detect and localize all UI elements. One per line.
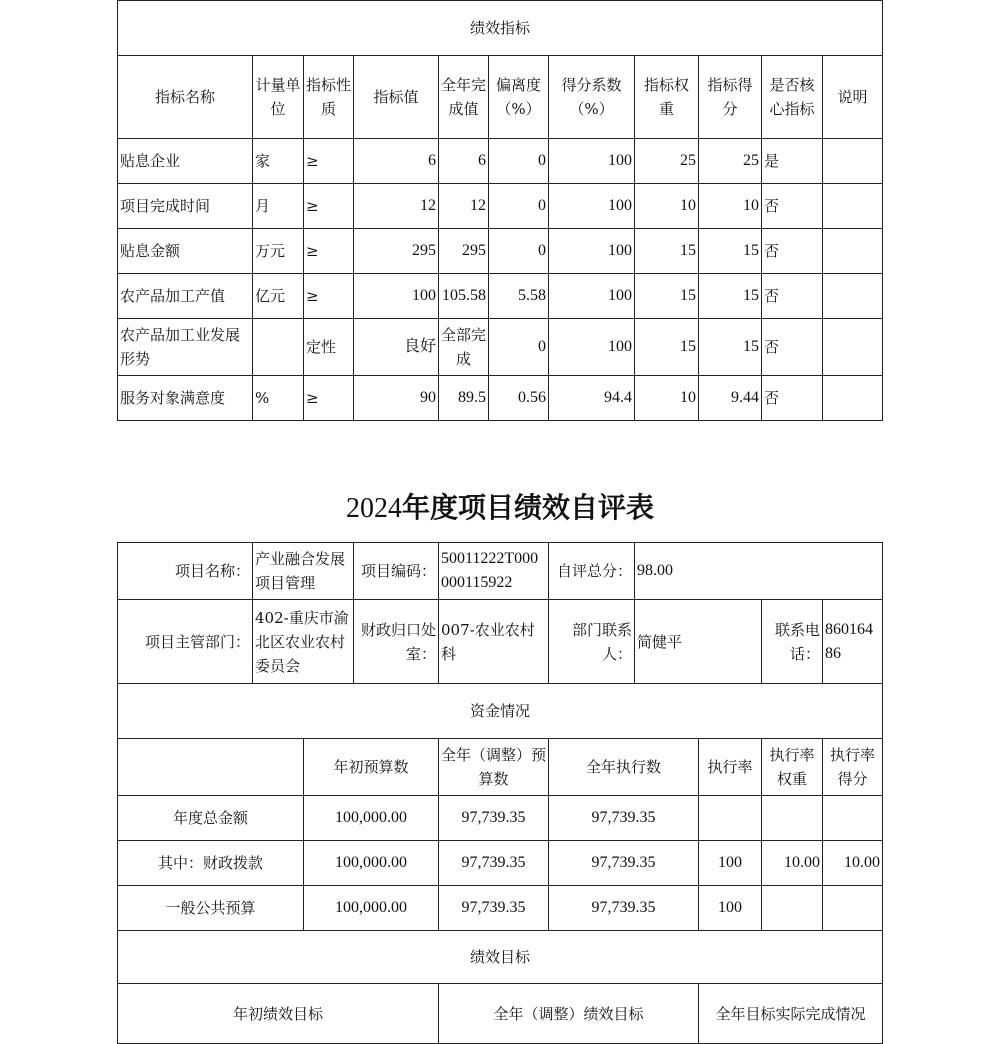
- table-cell: 100: [549, 229, 635, 274]
- table-cell: [823, 274, 883, 319]
- table-cell: 定性: [304, 319, 354, 376]
- title-text: 年度项目绩效自评表: [401, 491, 654, 524]
- table-row: [118, 319, 883, 376]
- table-cell: 90: [354, 376, 439, 421]
- table-cell: 100: [549, 274, 635, 319]
- goal-header: 全年目标实际完成情况: [699, 984, 883, 1044]
- column-header: 是否核心指标: [762, 56, 823, 139]
- table-cell: ≥: [304, 184, 354, 229]
- table-cell: 其中：财政拨款: [118, 841, 304, 886]
- column-header: 指标权重: [635, 56, 699, 139]
- office-label: 财政归口处室：: [354, 600, 439, 684]
- table-cell: 15: [699, 274, 762, 319]
- table-cell: 9.44: [699, 376, 762, 421]
- table-cell: 97,739.35: [439, 796, 549, 841]
- score-value: 98.00: [635, 543, 883, 600]
- table-cell: 100: [549, 319, 635, 376]
- column-header: 年初预算数: [304, 739, 439, 796]
- table-cell: 15: [635, 274, 699, 319]
- table-row: [118, 184, 883, 229]
- column-header: [118, 739, 304, 796]
- table-cell: 月: [253, 184, 304, 229]
- project-name: 产业融合发展项目管理: [253, 543, 354, 600]
- table-cell: 15: [635, 319, 699, 376]
- table-cell: 295: [354, 229, 439, 274]
- table-cell: 0.56: [489, 376, 549, 421]
- phone-value: 86016486: [823, 600, 883, 684]
- column-header: 偏离度（%）: [489, 56, 549, 139]
- table-cell: 全部完成: [439, 319, 489, 376]
- table-cell: 100,000.00: [304, 886, 439, 931]
- table-cell: 亿元: [253, 274, 304, 319]
- project-table: [117, 542, 883, 1044]
- table-cell: 25: [635, 139, 699, 184]
- funds-section-title: 资金情况: [118, 684, 883, 739]
- goal-header: 年初绩效目标: [118, 984, 439, 1044]
- section-title: 绩效指标: [118, 1, 883, 56]
- table-cell: 年度总金额: [118, 796, 304, 841]
- phone-label: 联系电话：: [762, 600, 823, 684]
- table-cell: 项目完成时间: [118, 184, 253, 229]
- table-cell: 10: [635, 184, 699, 229]
- column-header: 得分系数（%）: [549, 56, 635, 139]
- table-cell: %: [253, 376, 304, 421]
- table-cell: [823, 376, 883, 421]
- table-cell: 94.4: [549, 376, 635, 421]
- table-row: [118, 796, 883, 841]
- table-cell: 6: [354, 139, 439, 184]
- table-cell: 良好: [354, 319, 439, 376]
- table-cell: 97,739.35: [549, 886, 699, 931]
- table-cell: [762, 796, 823, 841]
- table-cell: 10: [699, 184, 762, 229]
- table-cell: 贴息企业: [118, 139, 253, 184]
- project-name-label: 项目名称：: [118, 543, 253, 600]
- column-header: 执行率权重: [762, 739, 823, 796]
- column-header: 说明: [823, 56, 883, 139]
- table-cell: [823, 139, 883, 184]
- table-cell: 6: [439, 139, 489, 184]
- dept-label: 项目主管部门：: [118, 600, 253, 684]
- table-cell: 15: [699, 319, 762, 376]
- table-cell: 97,739.35: [549, 841, 699, 886]
- table-cell: 是: [762, 139, 823, 184]
- table-cell: 一般公共预算: [118, 886, 304, 931]
- table-cell: 295: [439, 229, 489, 274]
- table-cell: [823, 229, 883, 274]
- table-row: [118, 376, 883, 421]
- table-cell: 家: [253, 139, 304, 184]
- table-cell: 97,739.35: [549, 796, 699, 841]
- table-row: [118, 229, 883, 274]
- table-cell: ≥: [304, 376, 354, 421]
- indicator-table: [117, 0, 883, 421]
- project-code: 50011222T000000115922: [439, 543, 549, 600]
- table-cell: 100: [699, 841, 762, 886]
- table-cell: [253, 319, 304, 376]
- table-row: [118, 139, 883, 184]
- column-header: 全年（调整）预算数: [439, 739, 549, 796]
- table-cell: 否: [762, 229, 823, 274]
- table-cell: 5.58: [489, 274, 549, 319]
- table-cell: 100,000.00: [304, 796, 439, 841]
- table-cell: 12: [354, 184, 439, 229]
- table-cell: 0: [489, 139, 549, 184]
- table-cell: 贴息金额: [118, 229, 253, 274]
- table-cell: ≥: [304, 139, 354, 184]
- table-cell: [823, 796, 883, 841]
- table-row: [118, 274, 883, 319]
- table-cell: 100: [354, 274, 439, 319]
- table-cell: 12: [439, 184, 489, 229]
- table-row: [118, 841, 883, 886]
- table-cell: 97,739.35: [439, 841, 549, 886]
- table-cell: 100: [549, 139, 635, 184]
- table-cell: [823, 319, 883, 376]
- table-row: [118, 886, 883, 931]
- goals-section-title: 绩效目标: [118, 931, 883, 984]
- table-cell: [699, 796, 762, 841]
- table-cell: ≥: [304, 229, 354, 274]
- table-cell: 万元: [253, 229, 304, 274]
- table-cell: 10: [635, 376, 699, 421]
- table-cell: ≥: [304, 274, 354, 319]
- page-title: [0, 486, 1000, 526]
- score-label: 自评总分：: [549, 543, 635, 600]
- table-cell: 否: [762, 319, 823, 376]
- table-cell: 100: [549, 184, 635, 229]
- table-cell: 服务对象满意度: [118, 376, 253, 421]
- table-cell: 97,739.35: [439, 886, 549, 931]
- table-cell: 否: [762, 376, 823, 421]
- goal-header: 全年（调整）绩效目标: [439, 984, 699, 1044]
- table-cell: 10.00: [823, 841, 883, 886]
- table-cell: 89.5: [439, 376, 489, 421]
- table-cell: 10.00: [762, 841, 823, 886]
- table-cell: 否: [762, 184, 823, 229]
- table-cell: 0: [489, 229, 549, 274]
- table-cell: 0: [489, 319, 549, 376]
- column-header: 全年执行数: [549, 739, 699, 796]
- column-header: 执行率得分: [823, 739, 883, 796]
- column-header: 指标得分: [699, 56, 762, 139]
- project-code-label: 项目编码：: [354, 543, 439, 600]
- column-header: 全年完成值: [439, 56, 489, 139]
- office-value: 007-农业农村科: [439, 600, 549, 684]
- dept-value: 402-重庆市渝北区农业农村委员会: [253, 600, 354, 684]
- contact-value: 简健平: [635, 600, 762, 684]
- table-cell: [823, 184, 883, 229]
- contact-label: 部门联系人：: [549, 600, 635, 684]
- column-header: 指标名称: [118, 56, 253, 139]
- table-cell: 0: [489, 184, 549, 229]
- table-cell: 100: [699, 886, 762, 931]
- column-header: 执行率: [699, 739, 762, 796]
- table-cell: [823, 886, 883, 931]
- table-cell: 否: [762, 274, 823, 319]
- column-header: 指标性质: [304, 56, 354, 139]
- table-cell: 农产品加工产值: [118, 274, 253, 319]
- table-cell: 105.58: [439, 274, 489, 319]
- table-cell: 农产品加工业发展形势: [118, 319, 253, 376]
- title-year: 2024: [345, 493, 402, 524]
- column-header: 指标值: [354, 56, 439, 139]
- table-cell: 15: [635, 229, 699, 274]
- table-cell: [762, 886, 823, 931]
- table-cell: 25: [699, 139, 762, 184]
- table-cell: 100,000.00: [304, 841, 439, 886]
- table-cell: 15: [699, 229, 762, 274]
- column-header: 计量单位: [253, 56, 304, 139]
